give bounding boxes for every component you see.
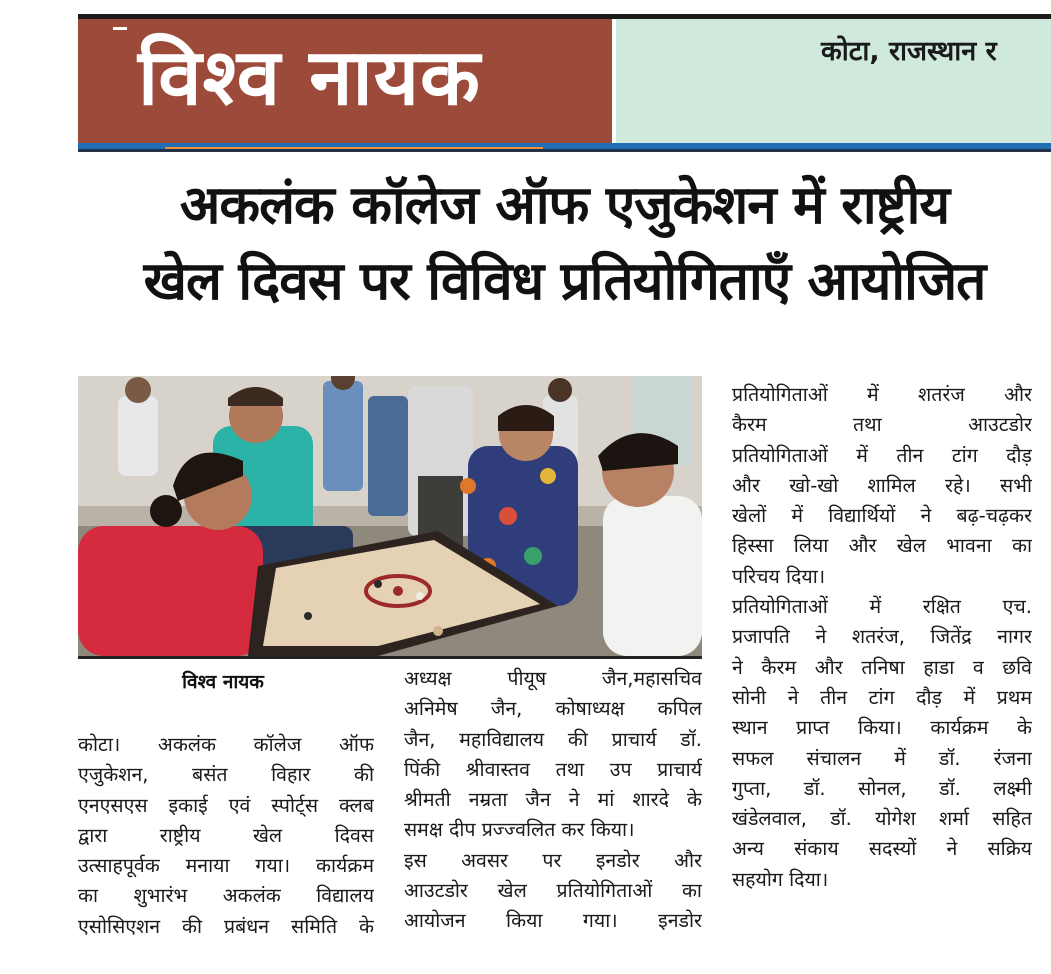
article-line: एसोसिएशन की प्रबंधन समिति के bbox=[78, 914, 374, 938]
article-column-1 bbox=[78, 730, 374, 942]
masthead-dark-rule bbox=[78, 149, 1051, 152]
article-line: पिंकी श्रीवास्तव तथा उप प्राचार्य bbox=[404, 757, 702, 781]
article-line: एनएसएस इकाई एवं स्पोर्ट्स क्लब bbox=[78, 793, 374, 817]
article-line: इस अवसर पर इनडोर और bbox=[404, 848, 702, 872]
article-line: खंडेलवाल, डॉ. योगेश शर्मा सहित bbox=[732, 807, 1032, 831]
article-line: सफल संचालन में डॉ. रंजना bbox=[732, 746, 1032, 770]
article-line: आउटडोर खेल प्रतियोगिताओं का bbox=[404, 879, 702, 903]
brand-mark bbox=[113, 27, 127, 30]
article-line: परिचय दिया। bbox=[732, 564, 826, 588]
article-line: अध्यक्ष पीयूष जैन,महासचिव bbox=[404, 667, 702, 690]
article-line: अनिमेष जैन, कोषाध्यक्ष कपिल bbox=[404, 697, 702, 721]
article-line: कोटा। अकलंक कॉलेज ऑफ bbox=[78, 733, 374, 756]
article-line: आयोजन किया गया। इनडोर bbox=[404, 909, 702, 933]
article-line: गुप्ता, डॉ. सोनल, डॉ. लक्ष्मी bbox=[732, 776, 1032, 800]
article-line: ने कैरम और तनिषा हाडा व छवि bbox=[732, 655, 1032, 679]
article-line: प्रजापति ने शतरंज, जितेंद्र नागर bbox=[732, 625, 1032, 649]
article-line: स्थान प्राप्त किया। कार्यक्रम के bbox=[732, 716, 1032, 740]
article-line: खेलों में विद्यार्थियों ने बढ़-चढ़कर bbox=[732, 504, 1032, 528]
masthead-city-band bbox=[616, 19, 1051, 143]
article-column-3 bbox=[732, 380, 1032, 895]
masthead-brand bbox=[78, 19, 612, 143]
article-line: प्रतियोगिताओं में रक्षित एच. bbox=[732, 595, 1032, 619]
masthead bbox=[78, 19, 1051, 143]
article-line: सहयोग दिया। bbox=[732, 867, 829, 891]
headline bbox=[78, 168, 1051, 320]
article-line: कैरम तथा आउटडोर bbox=[732, 413, 1032, 437]
carrom-game-photo bbox=[78, 376, 702, 656]
article-column-2 bbox=[404, 664, 702, 937]
article-line: द्वारा राष्ट्रीय खेल दिवस bbox=[78, 823, 374, 847]
article-line: जैन, महाविद्यालय की प्राचार्य डॉ. bbox=[404, 727, 702, 751]
headline-line-1: अकलंक कॉलेज ऑफ एजुकेशन में राष्ट्रीय bbox=[179, 175, 950, 236]
article-line: श्रीमती नम्रता जैन ने मां शारदे के bbox=[404, 788, 702, 812]
article-line: प्रतियोगिताओं में शतरंज और bbox=[732, 383, 1032, 406]
article-line: प्रतियोगिताओं में तीन टांग दौड़ bbox=[732, 443, 1032, 467]
headline-line-2: खेल दिवस पर विविध प्रतियोगिताएँ आयोजित bbox=[143, 251, 986, 312]
byline: विश्व नायक bbox=[182, 671, 264, 693]
article-line: हिस्सा लिया और खेल भावना का bbox=[732, 534, 1032, 558]
article-line: और खो-खो शामिल रहे। सभी bbox=[732, 473, 1032, 497]
dateline-city: कोटा, राजस्थान र bbox=[821, 36, 997, 67]
article-line: एजुकेशन, बसंत विहार की bbox=[78, 763, 374, 787]
article-line: समक्ष दीप प्रज्ज्वलित कर किया। bbox=[404, 818, 635, 842]
photo-rule bbox=[78, 656, 702, 659]
newspaper-name: विश्व नायक bbox=[138, 33, 481, 123]
article-line: सोनी ने तीन टांग दौड़ में प्रथम bbox=[732, 685, 1032, 709]
article-line: का शुभारंभ अकलंक विद्यालय bbox=[78, 884, 374, 908]
article-line: उत्साहपूर्वक मनाया गया। कार्यक्रम bbox=[78, 854, 374, 878]
article-line: अन्य संकाय सदस्यों ने सक्रिय bbox=[732, 837, 1032, 861]
